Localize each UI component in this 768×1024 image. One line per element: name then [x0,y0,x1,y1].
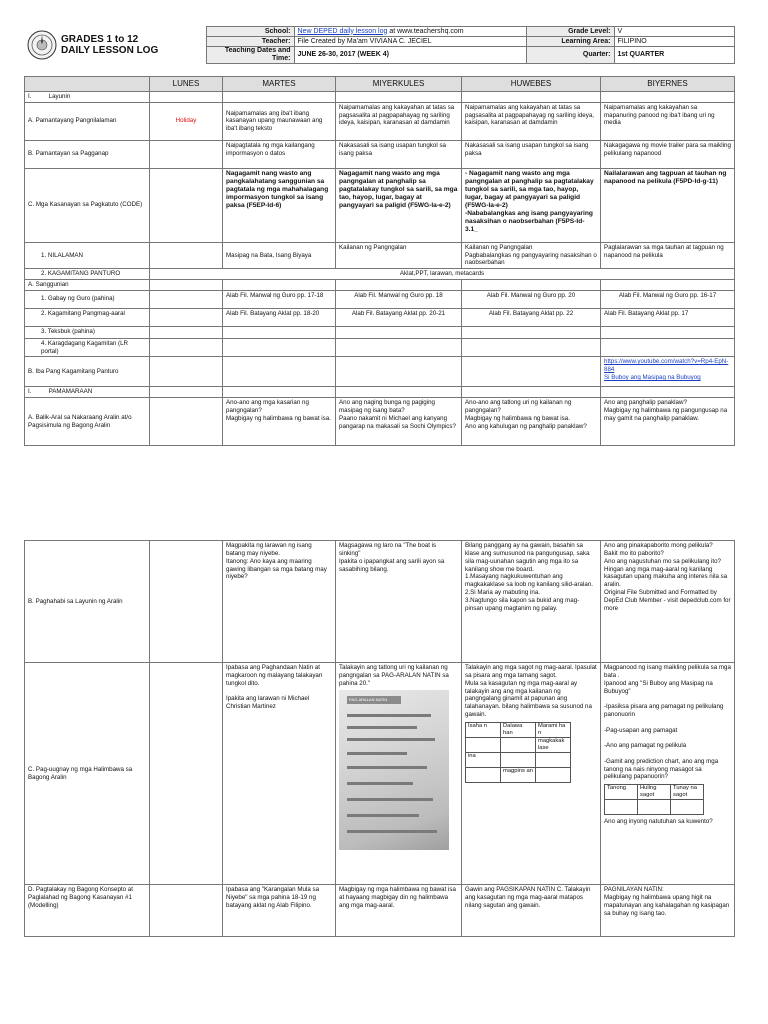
balik-martes: Ano-ano ang mga kasarian ng pangngalan? Magbigay ng halimbawa ng bawat isa. [223,398,336,446]
title-block [24,27,206,64]
title-dll: DAILY LESSON LOG [61,45,159,56]
dates-value: JUNE 26-30, 2017 (WEEK 4) [294,47,526,64]
lesson-log-page [24,26,734,937]
c-biyernes: Nailalarawan ang tagpuan at tauhan ng napanood na pelikula (F5PD-Id-g-11) [601,168,735,242]
c-label: C. Mga Kasanayan sa Pagkatuto (CODE) [25,168,150,242]
pag-uugnay-biy-text: Magpanood ng isang maikling pelikula sa mga bata . Ipanood ang "Si Buboy ang Masipag na Bubuyog" -Ipasiksa pisara ang pamagat ng pelikulang panonuorin -Pag-usapan ang pamagat -Ano ang pamagat ng pelikula -Gamit ang prediction chart, ano ang mga tanong na nais ninyong masagot sa pelikulang papanuorin? [604,664,731,781]
gabay-huwebes: Alab Fil. Manwal ng Guro pp. 20 [462,290,601,308]
iba-label: B. Iba Pang Kagamitang Panturo [25,357,150,387]
kagamitan-label: 2. KAGAMITANG PANTURO [25,269,150,280]
b-biyernes: Nakagagawa ng movie trailer para sa maikling pelikulang napanood [601,140,735,168]
area-label: Learning Area: [526,37,614,47]
prediction-header: Huling sagot [638,785,671,800]
b-huwebes: Nakasasali sa isang usapan tungkol sa isang paksa [462,140,601,168]
layunin-label: I. Layunin [25,92,150,103]
school-suffix: at www.teachershq.com [387,27,464,35]
c-martes: Nagagamit nang wasto ang pangkalahatang sanggunian sa pagtatala ng mga mahahalagang impormasyon tungkol sa isang paksa (F5EP-Id-6) [223,168,336,242]
title-grades: GRADES 1 to 12 [61,34,139,45]
pag-uugnay-biy-after: Ano ang inyong natutuhan sa kuwento? [604,818,713,826]
kailanan-cell [536,767,571,782]
iba-biyernes [601,357,735,387]
pamamaraan-label: I. PAMAMARAAN [25,387,150,398]
day-biyernes: BIYERNES [601,77,735,92]
kasanayan-row [25,168,735,242]
kailanan-cell [501,752,536,767]
quarter-label: Quarter: [526,47,614,64]
balik-huwebes: Ano-ano ang tatlong uri ng kailanan ng pangngalan? Magbigay ng halimbawa ng bawat isa. Ano ang kahulugan ng panghalip panaklaw? [462,398,601,446]
pag-uugnay-miy-text: Talakayin ang tatlong uri ng kailanan ng pangngalan sa PAG-ARALAN NATIN sa pahina 20." [339,664,449,687]
deped-seal-icon [27,30,57,60]
paghahabi-biyernes: Ano ang pinakapaborito mong pelikula? Bakit mo ito paborito? Ano ang nagustuhan mo sa pelikulang ito? Hingan ang mga mag-aaral ng kanilang kasagutan upang makuha ang interes nila sa aralin. Original File Submitted and Formatted by DepEd Club Member - visit depedclub.com for more [601,541,735,663]
teksbuk-row [25,326,735,338]
quarter-value: 1st QUARTER [614,47,734,64]
a-miyerkules: Naipamamalas ang kakayahan at tatas sa pagsasalita at pagpapahayag ng sariling ideya, kaisipan, karanasan at damdamin [336,102,462,140]
gabay-miyerkules: Alab Fil. Manwal ng Guro pp. 18 [336,290,462,308]
corner-cell [25,77,150,92]
nilalaman-martes: Masipag na Bata, Isang Biyaya [223,242,336,268]
paghahabi-martes: Magpakita ng larawan ng isang batang may niyebe. Itanong: Ano kaya ang maaring gawing libangan sa mga batang may niyebe? [223,541,336,663]
sanggunian-label: A. Sanggunian [25,279,150,290]
day-huwebes: HUWEBES [462,77,601,92]
a-label: A. Pamantayang Pangnilalaman [25,102,150,140]
pagtalakay-miyerkules: Magbigay ng mga halimbawa ng bawat isa at hayaang magbigay din ng halimbawa ang mga mag-aaral. [336,885,462,937]
balik-aral-row [25,398,735,446]
balik-label: A. Balik-Aral sa Nakaraang Aralin at/o Pagsisimula ng Bagong Aralin [25,398,150,446]
kag-miyerkules: Alab Fil. Batayang Aklat pp. 20-21 [336,308,462,326]
kailanan-cell [466,737,501,752]
nilalaman-huwebes: Kailanan ng Pangngalan Pagbabalangkas ng pangyayaring nasaksihan o naobserbahan [462,242,601,268]
pag-uugnay-biyernes [601,663,735,885]
b-martes: Naipagtatala ng mga kailangang impormasyon o datos [223,140,336,168]
nilalaman-biyernes: Paglalarawan sa mga tauhan at tagpuan ng napanood na pelikula [601,242,735,268]
dates-label: Teaching Dates and Time: [206,47,294,64]
nilalaman-row [25,242,735,268]
pag-uugnay-label: C. Pag-uugnay ng mga Halimbawa sa Bagong Aralin [25,663,150,885]
lesson-table-bottom [24,540,735,937]
kag-martes: Alab Fil. Batayang Aklat pp. 18-20 [223,308,336,326]
c-miyerkules: Nagagamit nang wasto ang mga pangngalan at panghalip sa pagtatalakay tungkol sa sarili, sa mga tao, hayop, lugar, bagay at pangyayari sa paligid (F5WG-Ia-e-2) [336,168,462,242]
paghahabi-huwebes: Bilang panggang ay na gawain, basahin sa klase ang sumusunod na pangungusap, saka sila mag-uunahan sagutin ang mga ito sa kanilang show me board. 1.Masayang nagkukuwentuhan ang magkakaklase sa loob ng kanilang silid-aralan. 2.Si Maria ay mabuting ina. 3.Nagtungo sila kapon sa bukid ang mag-pinsan upang magtanim ng palay. [462,541,601,663]
day-header-row [25,77,735,92]
kag-biyernes: Alab Fil. Batayang Aklat pp. 17 [601,308,735,326]
school-value [294,27,526,37]
kailanan-cell: Isaha n [466,722,501,737]
nilalaman-miyerkules: Kailanan ng Pangngalan [336,242,462,268]
pagtalakay-martes: Ipabasa ang "Karangalan Mula sa Niyebe" sa mga pahina 18-19 ng batayang aklat ng Alab Filipino. [223,885,336,937]
pagtalakay-row [25,885,735,937]
kailanan-table [465,722,571,783]
school-link[interactable]: New DEPED daily lesson log [297,27,388,35]
youtube-link[interactable]: https://www.youtube.com/watch?v=Rp4-EpN-884 [604,358,729,374]
paghahabi-label: B. Paghahabi sa Layunin ng Aralin [25,541,150,663]
iba-pang-kagamitan-row [25,357,735,387]
prediction-header: Tanong [605,785,638,800]
a-huwebes: Naipamamalas ang kakayahan at tatas sa pagsasalita at pagpapahayag ng sariling ideya, kaisipan, karanasan at damdamin [462,102,601,140]
day-miyerkules: MIYERKULES [336,77,462,92]
holiday-label: Holiday [150,102,223,140]
page-break [24,446,734,540]
kailanan-cell [466,767,501,782]
kailanan-cell: magpins an [501,767,536,782]
b-miyerkules: Nakasasali sa isang usapan tungkol sa isang paksa [336,140,462,168]
paghahabi-miyerkules: Magsagawa ng laro na "The boat is sinking" Ipakita o ipapangkat ang sarili ayon sa sasabihing bilang. [336,541,462,663]
pamamaraan-row [25,387,735,398]
kailanan-cell: Marami ha n [536,722,571,737]
pag-uugnay-row [25,663,735,885]
kag-huwebes: Alab Fil. Batayang Aklat pp. 22 [462,308,601,326]
teacher-label: Teacher: [206,37,294,47]
pamantayan-pagganap-row [25,140,735,168]
lesson-table-top [24,76,735,446]
area-value: FILIPINO [614,37,734,47]
gabay-biyernes: Alab Fil. Manwal ng Guro pp. 16-17 [601,290,735,308]
b-label: B. Pamantayan sa Pagganap [25,140,150,168]
grade-label: Grade Level: [526,27,614,37]
kagamitang-panturo-row [25,269,735,280]
photo-caption: PAG-ARALAN NATIN [347,696,401,704]
kailanan-cell: Dalawa han [501,722,536,737]
gabay-martes: Alab Fil. Manwal ng Guro pp. 17-18 [223,290,336,308]
pagtalakay-huwebes: Gawin ang PAGSIKAPAN NATIN C. Talakayin ang kasagutan ng mga mag-aaral matapos nilang sagutan ang gawain. [462,885,601,937]
day-martes: MARTES [223,77,336,92]
kailanan-cell: magkakak lase [536,737,571,752]
karagdagan-row [25,338,735,357]
kailanan-cell: ina [466,752,501,767]
a-biyernes: Naipamamalas ang kakayahan sa mapanuring panood ng iba't ibang uri ng media [601,102,735,140]
prediction-header: Tunay na sagot [671,785,704,800]
day-lunes: LUNES [150,77,223,92]
pagtalakay-label: D. Pagtalakay ng Bagong Konsepto at Paglalahad ng Bagong Kasanayan #1 (Modelling) [25,885,150,937]
gabay-row [25,290,735,308]
kailanan-cell [501,737,536,752]
pag-uugnay-miyerkules [336,663,462,885]
karag-label: 4. Karagdagang Kagamitan (LR portal) [25,338,150,357]
paghahabi-row [25,541,735,663]
teacher-value: File Created by Ma'am VIVIANA C. JECIEL [294,37,526,47]
textbook-photo [339,690,449,850]
gabay-label: 1. Gabay ng Guro (pahina) [25,290,150,308]
balik-miyerkules: Ano ang naging bunga ng pagiging masipag ng isang bata? Paano nakamit ni Michael ang kanyang pangarap na makasali sa Sochi Olympics? [336,398,462,446]
kagamitang-pangmag-aaral-row [25,308,735,326]
kag-label: 2. Kagamitang Pangmag-aaral [25,308,150,326]
header-table [24,26,735,64]
nilalaman-label: 1. NILALAMAN [25,242,150,268]
sanggunian-row [25,279,735,290]
c-huwebes: - Nagagamit nang wasto ang mga pangngalan at panghalip sa pagtatalakay tungkol sa sarili, sa mga tao, hayop, lugar, bagay at pangyayari sa paligid (F5WG-Ia-e-2) -Nababalangkas ang isang pangyayaring nasaksihan o naobserbahan (F5PS-Id-3.1_ [462,168,601,242]
pag-uugnay-huwebes [462,663,601,885]
balik-biyernes: Ano ang panghalip panaklaw? Magbigay ng halimbawa ng pangungusap na may gamit na panghalip panaklaw. [601,398,735,446]
pag-uugnay-huw-text: Talakayin ang mga sagot ng mag-aaral. Ipasulat sa pisara ang mga tamang sagot. Mula sa kasagutan ng mga mag-aaral ay talakayin ang ang mga kailanan ng pangngalang ginamit at papunan ang talahanayan. bilang halimbawa sa susunod na gawain. [465,664,597,718]
video-title-link[interactable]: Si Buboy ang Masipag na Bubuyog [604,373,701,381]
pag-uugnay-martes: Ipabasa ang Paghandaan Natin at magkaroon ng malayang talakayan tungkol dito. Ipakita ang larawan ni Michael Christian Martinez [223,663,336,885]
a-martes: Naipamamalas ang iba't ibang kasanayan upang maunawaan ang iba't ibang teksto [223,102,336,140]
kailanan-cell [536,752,571,767]
pamantayang-pangnilalaman-row [25,102,735,140]
teksbuk-label: 3. Teksbuk (pahina) [25,326,150,338]
kagamitan-value: Aklat,PPT, larawan, metacards [150,269,735,280]
prediction-chart [604,784,704,815]
layunin-row [25,92,735,103]
grade-value: V [614,27,734,37]
pagtalakay-biyernes: PAGNILAYAN NATIN: Magbigay ng halimbawa upang higit na mapatunayan ang kahalagahan ng kasipagan sa buhay ng isang tao. [601,885,735,937]
school-label: School: [206,27,294,37]
